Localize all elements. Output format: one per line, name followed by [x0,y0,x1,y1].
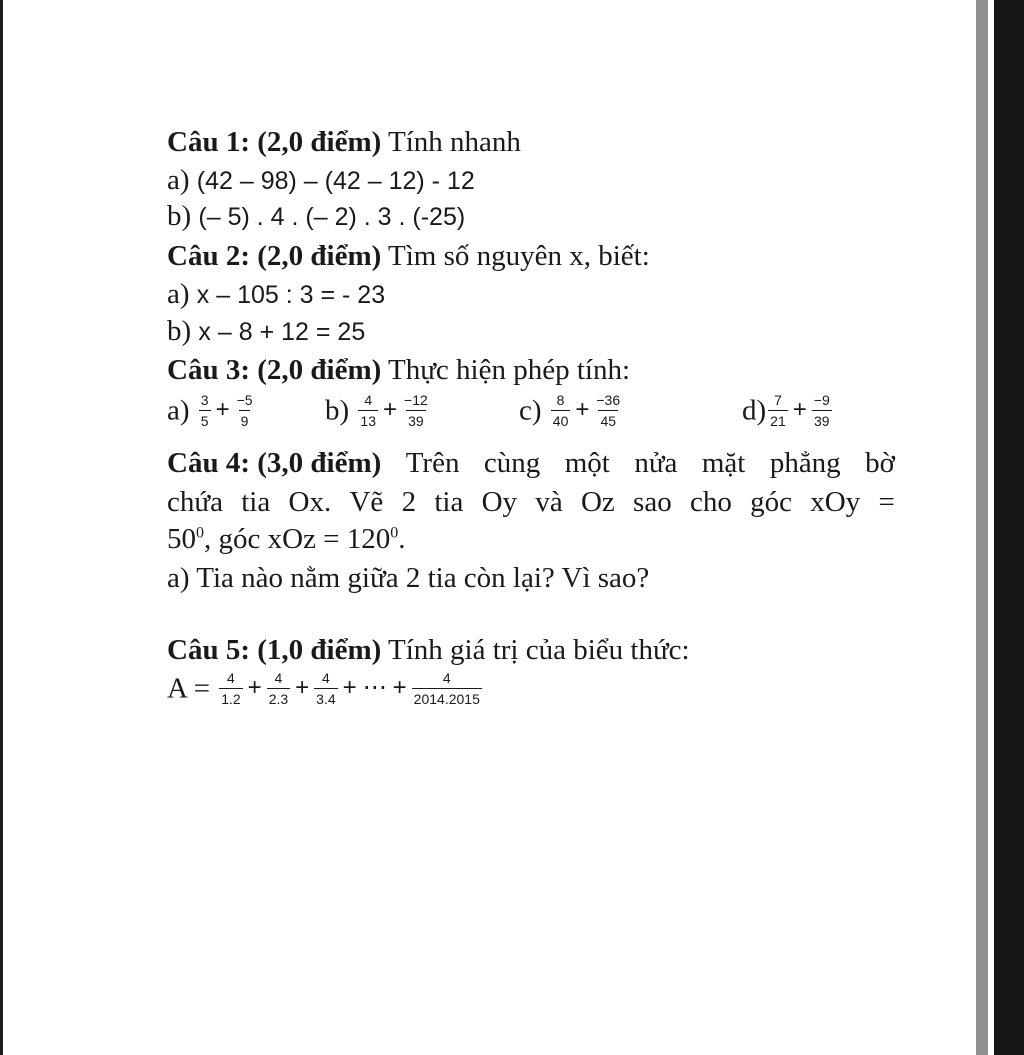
q4-word: Trên [405,447,460,479]
q3-a-label: a) [167,394,190,427]
q3-head: Câu 3: (2,0 điểm) [167,354,382,386]
q5-lhs: A = [167,672,210,705]
q1-b-label: b) [167,200,192,232]
q4-word: Ox. [288,486,332,518]
q4-word: tia [434,486,464,518]
q4-word: phẳng [769,447,841,479]
fraction [199,392,211,429]
q3-item-b [325,390,432,429]
angle-xoz-text: , góc xOz = 120 [204,523,391,555]
fraction [551,392,571,429]
q3-item-c [519,390,624,429]
q1-a-expression: (42 – 98) – (42 – 12) - 12 [196,167,475,195]
q4-word: cùng [483,447,541,479]
denominator: 40 [551,410,571,429]
q1-head: Câu 1: (2,0 điểm) [167,126,382,158]
q3-item-a [167,390,257,429]
numerator: 4 [227,669,235,686]
q5-head: Câu 5: (1,0 điểm) [167,634,382,666]
fraction [314,670,337,707]
q2-part-b [167,313,365,350]
q3-title: Thực hiện phép tính: [388,354,631,386]
numerator: −5 [236,391,253,408]
plus-sign: + [295,674,310,702]
fraction [402,392,430,429]
ellipsis: ⋯ [362,674,387,702]
degree-mark: 0 [390,524,399,542]
right-black-bar [994,0,1024,1055]
q5-expression [167,668,484,718]
fraction [267,670,290,707]
q4-word: một [564,447,610,479]
denominator: 2014.2015 [412,688,482,707]
q4-a-text: a) Tia nào nằm giữa 2 tia còn lại? Vì sao? [167,562,650,594]
denominator: 9 [239,410,251,429]
fraction [358,392,378,429]
period: . [398,523,406,555]
plus-sign: + [342,674,357,702]
q1-title: Tính nhanh [388,126,521,158]
numerator: 4 [364,391,373,408]
q4-word: Oz [580,486,615,518]
denominator: 13 [358,410,378,429]
q2-title: Tìm số nguyên x, biết: [388,240,650,272]
q4-word: Vẽ [349,486,384,518]
q2-head: Câu 2: (2,0 điểm) [167,240,382,272]
q4-word: bờ [865,447,895,479]
q2-a-label: a) [167,278,190,310]
q4-line-2 [167,484,895,520]
q4-word: và [535,486,563,518]
q2-a-expression: x – 105 : 3 = - 23 [196,281,386,309]
numerator: −12 [404,391,428,408]
degree-mark: 0 [196,524,204,542]
q4-word: 2 [401,486,417,518]
q1-part-a [167,162,475,199]
numerator: 4 [442,669,451,686]
plus-sign: + [215,396,230,424]
q5-heading [167,632,690,668]
plus-sign: + [392,674,407,702]
q4-part-a [167,560,649,596]
q4-word: xOy [810,486,861,518]
fraction [594,392,622,429]
q4-word: tia [241,486,271,518]
q3-item-d [742,390,834,429]
fraction [219,670,242,707]
q4-word: góc [750,486,792,518]
left-edge-line [0,0,3,1055]
q2-heading [167,238,650,274]
numerator: −36 [596,391,621,408]
denominator: 39 [406,410,426,429]
numerator: 3 [200,391,209,408]
denominator: 3.4 [314,688,337,707]
q4-word: nửa [634,447,678,479]
q1-part-b [167,198,465,235]
q4-heading-line [167,445,895,481]
denominator: 39 [812,410,832,429]
q1-a-label: a) [167,164,190,196]
q4-word: Oy [481,486,518,518]
denominator: 1.2 [219,688,242,707]
numerator: 7 [774,391,782,408]
q4-word: cho [689,486,732,518]
q5-title: Tính giá trị của biểu thức: [388,634,690,666]
denominator: 45 [598,410,618,429]
q2-part-a [167,276,385,313]
q4-word: = [878,486,895,518]
q1-b-expression: (– 5) . 4 . (– 2) . 3 . (-25) [198,203,466,231]
q4-word: mặt [701,447,746,479]
plus-sign: + [383,396,398,424]
numerator: 8 [556,391,565,408]
q1-heading [167,124,521,160]
q3-d-label: d) [742,394,767,427]
numerator: −9 [813,391,830,408]
fraction [235,392,255,429]
fraction [768,392,788,429]
q4-line-3 [167,521,406,557]
fraction [412,670,482,707]
q4-word: sao [633,486,672,518]
q4-head: Câu 4: (3,0 điểm) [167,447,382,479]
denominator: 21 [768,410,788,429]
denominator: 5 [199,410,211,429]
q3-b-label: b) [325,394,350,427]
plus-sign: + [575,396,590,424]
plus-sign: + [792,396,807,424]
right-gray-bar [976,0,988,1055]
q3-heading [167,352,630,388]
numerator: 4 [274,669,283,686]
angle-xoy-value: 50 [167,523,196,555]
plus-sign: + [247,674,262,702]
q4-word: chứa [167,486,223,518]
q2-b-expression: x – 8 + 12 = 25 [198,318,366,346]
q3-c-label: c) [519,394,542,427]
fraction [812,392,832,429]
q2-b-label: b) [167,315,192,347]
numerator: 4 [322,669,330,686]
q3-parts-row [167,390,902,436]
denominator: 2.3 [267,688,290,707]
